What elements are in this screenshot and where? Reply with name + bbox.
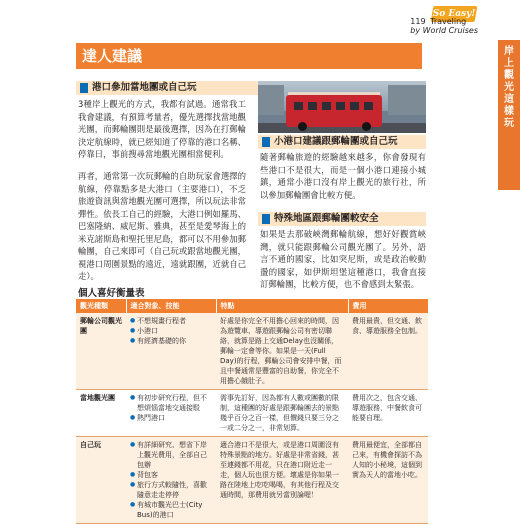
col-header-cost: 費用	[348, 299, 428, 313]
table-row	[76, 313, 428, 390]
section-title: 達人建議	[76, 43, 422, 69]
suitable-item: ● 旅行方式較隨性，喜歡隨意走走停停	[130, 480, 212, 500]
table-row	[76, 390, 428, 437]
cell-suitable	[126, 437, 216, 524]
suitable-item: ● 有詳細研究、想省下岸上觀光費用，全部自己包辦	[130, 440, 212, 470]
subhead-small-port: 小港口建議跟郵輪團或自己玩	[258, 135, 426, 149]
col-header-features: 特點	[216, 299, 348, 313]
cell-cost: 費用次之，包含交通、導遊服務，中餐飲食可能要自理。	[348, 390, 428, 437]
cell-suitable	[126, 313, 216, 390]
suitable-item: ● 有初步研究行程，但不想煩惱當地交通接駁	[130, 393, 212, 413]
brand-logo-text: So Easy!	[432, 9, 476, 19]
suitable-item: ● 有城市觀光巴士(City Bus)的港口	[130, 500, 212, 520]
cell-type: 自己玩	[76, 437, 126, 524]
side-tab-char: 上	[504, 58, 514, 69]
suitable-item: ● 背包客	[130, 470, 212, 480]
comparison-table	[76, 299, 429, 524]
paragraph-big-port-1: 3種岸上觀光的方式，我都有試過。通常我工我會建議，有預算考量者，優先選擇找當地觀光團，而郵輪團則是最後選擇，因為在打郵輪決定航線時，就已經知道了停靠的港口名稱、停靠日，事前搜尋當地觀光團相當便利。	[78, 99, 246, 159]
side-tab-char: 觀	[504, 70, 514, 81]
paragraph-small-port: 隨著郵輪旅遊的經驗越來越多，你會發現有些港口不是很大，而是一個小港口連接小城鎮，通常小港口沒有岸上觀光的旅行社，所以參加郵輪團會比較方便。	[260, 152, 426, 200]
cell-cost: 費用最貴，但交通、飲食、導遊服務全包制。	[348, 313, 428, 390]
cell-features: 適合港口不是很大，或是港口周圍沒有特殊景點的地方。好處是非常省錢，甚至連錢都不用花，只在港口附近走一走，個人玩也很方便。壞處是你如果一路在陸地上吃吃喝喝，有其他行程及交通時間，那費用就另當別論喔！	[216, 437, 348, 524]
page-header	[0, 0, 520, 44]
side-tab-char: 樣	[504, 106, 514, 117]
cell-cost: 費用最便宜，全部都自己來，有機會探訪不為人知的小秘境，這個到實為天人的當地小吃。	[348, 437, 428, 524]
subhead-special-area: 特殊地區跟郵輪團較安全	[258, 212, 426, 226]
side-tab-char: 岸	[504, 46, 514, 57]
brand-line1: Traveling	[430, 17, 467, 26]
side-tab-char: 玩	[504, 118, 514, 129]
col-header-type: 觀光種類	[76, 299, 126, 313]
side-tab-char: 這	[504, 94, 514, 105]
suitable-item: ● 熱門港口	[130, 413, 212, 423]
col-header-suitable: 適合對象、技能	[126, 299, 216, 313]
cell-type: 郵輪公司觀光團	[76, 313, 126, 390]
page-number: 119	[410, 17, 426, 26]
table-row	[76, 437, 428, 524]
cell-suitable	[126, 390, 216, 437]
table-header-row	[76, 299, 428, 313]
suitable-item: ● 不想規畫行程者	[130, 316, 212, 326]
suitable-item: ● 有經濟基礎的你	[130, 336, 212, 346]
paragraph-big-port-2: 再者，通常第一次玩郵輪的自助玩家會選擇的航線，停靠點多是大港口（主要港口），不乏旅遊資訊與當地觀光團可選擇，所以玩法非常彈性。依長工自己的經驗，大港口例如羅馬、巴塞隆納、威尼斯、雅典，甚至是愛琴海上的米克諾斯島和聖托里尼島，都可以不用參加郵輪團，自己來即可（自己玩或跟當地觀光團，視港口周圍景點的遠近，遠就跟團，近就自己走）。	[78, 171, 246, 281]
subhead-big-port: 港口參加當地團或自己玩	[76, 81, 276, 95]
suitable-item: ● 小港口	[130, 326, 212, 336]
tour-bus-photo	[258, 81, 426, 133]
cell-features: 需事先訂好，因為都有人數或團數的限制，這種團的好處是跟郵輪團去的景點幾乎百分之百一樣，但價錢只要三分之一或二分之一，非常划算。	[216, 390, 348, 437]
paragraph-special-area: 如果是去那破峽灣郵輪航線，想好好觀賞峽灣，就只能跟郵輪公司觀光團了。另外，語言不通的國家，比如突尼斯，或是政治較動盪的國家，如伊斯坦堡這種港口，我會直接訂郵輪團，比較方便，也不會感到太緊張。	[260, 229, 426, 289]
cell-type: 當地觀光團	[76, 390, 126, 437]
side-chapter-tab	[498, 40, 520, 190]
side-tab-char: 光	[504, 82, 514, 93]
brand-text	[410, 17, 478, 35]
table-title: 個人喜好衡量表	[78, 288, 145, 299]
brand-line2: by World Cruises	[410, 26, 478, 35]
cell-features: 好處是你完全不用擔心回來的時間，因為遊覽車、導遊跟郵輪公司有密切聯絡，就算是路上交通Delay也沒關係，郵輪一定會等你。如果是一天(Full Day)的行程，郵輪公司會安排中餐，而且中餐通常是豐富的自助餐，你完全不用擔心餓肚子。	[216, 313, 348, 390]
